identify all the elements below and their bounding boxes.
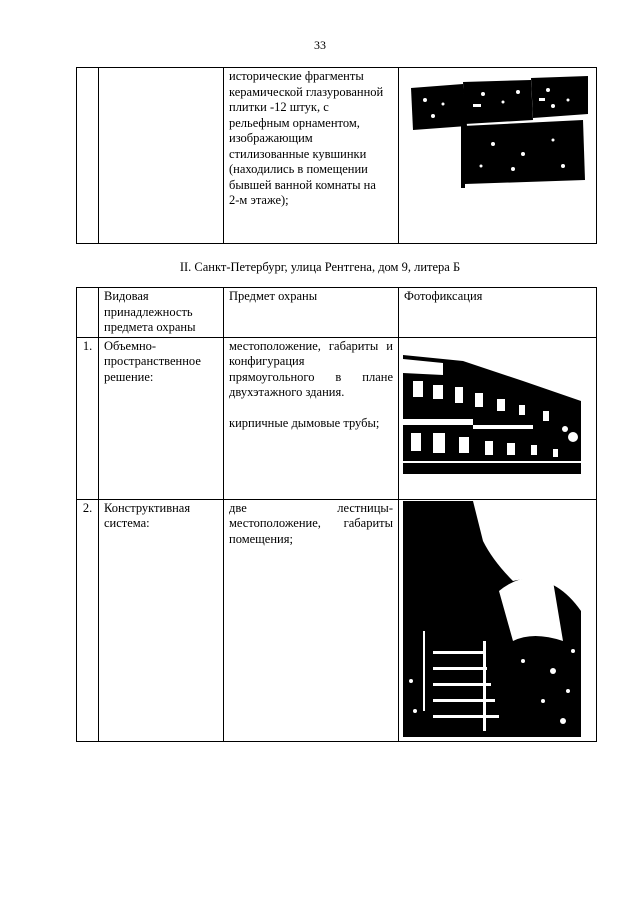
subject-line: изображающим — [229, 131, 313, 145]
staircase-photo — [403, 501, 581, 737]
subject-text: местоположение, габариты и конфигурация прямоугольного в плане двухэтажного здания. — [229, 338, 393, 399]
section-heading: II. Санкт-Петербург, улица Рентгена, дом 9, литера Б — [179, 260, 461, 274]
subject-line: исторические фрагменты — [229, 69, 364, 83]
subject-line: 2-м этаже); — [229, 193, 289, 207]
type-cell — [99, 68, 224, 244]
number-cell — [77, 68, 99, 244]
subject-extra-text: кирпичные дымовые трубы; — [229, 415, 380, 430]
ceramic-tiles-photo — [403, 74, 588, 194]
row-subject: две лестницы- местоположение, габариты помещения; — [224, 499, 399, 741]
table-row — [77, 337, 597, 499]
row-photo-cell — [399, 499, 597, 741]
header-subject: Предмет охраны — [224, 288, 399, 338]
page-number: 33 — [314, 38, 326, 52]
subject-line: плитки -12 штук, с — [229, 100, 329, 114]
subject-line: стилизованные кувшинки — [229, 146, 367, 161]
row-number: 2. — [77, 499, 99, 741]
row-subject — [224, 337, 399, 499]
header-type: Видовая принадлежность предмета охраны — [99, 288, 224, 338]
table-row — [77, 499, 597, 741]
row-type: Конструктивная система: — [99, 499, 224, 741]
header-photo: Фотофиксация — [399, 288, 597, 338]
row-number: 1. — [77, 337, 99, 499]
building-facade-photo — [403, 341, 581, 474]
subject-line: бывшей ванной комнаты на — [229, 177, 376, 192]
subject-line: керамической глазурованной — [229, 84, 384, 99]
table-header-row — [77, 288, 597, 338]
subject-line: (находились в помещении — [229, 162, 368, 176]
header-number-cell — [77, 288, 99, 338]
photo-cell — [399, 68, 597, 244]
row-photo-cell — [399, 337, 597, 499]
row-type: Объемно-пространственное решение: — [99, 337, 224, 499]
protection-subjects-table — [76, 287, 597, 742]
top-table-continuation — [76, 67, 597, 244]
subject-cell — [224, 68, 399, 244]
subject-line: рельефным орнаментом, — [229, 115, 360, 130]
